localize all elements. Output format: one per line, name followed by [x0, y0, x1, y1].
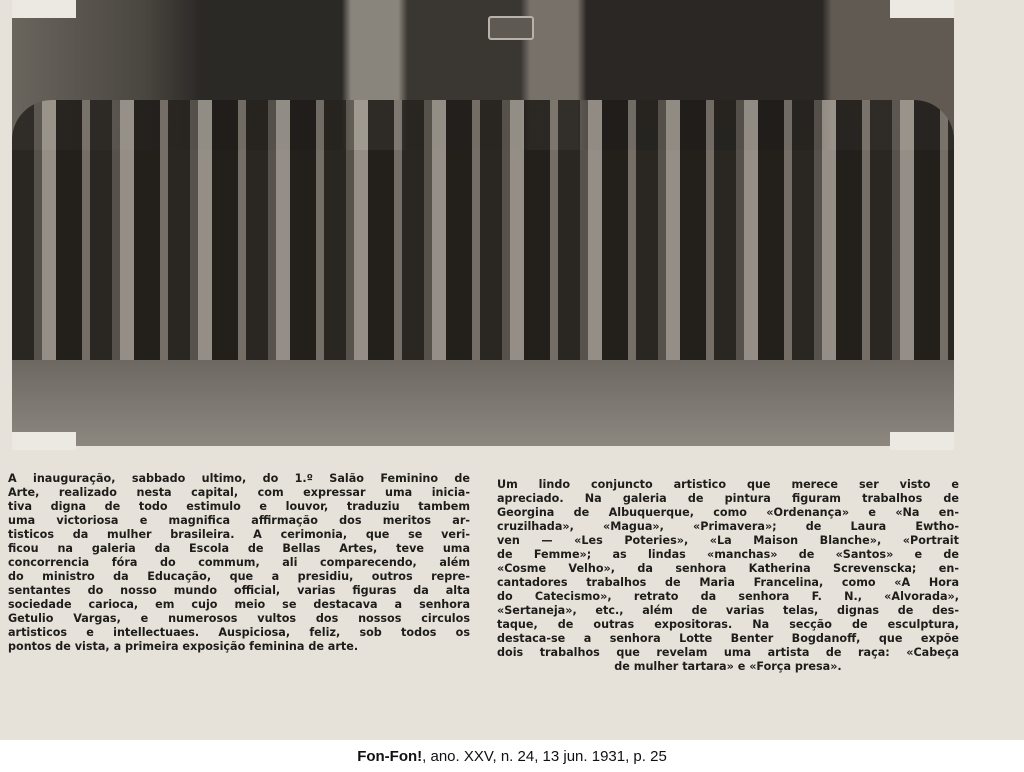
article-line: cruzilhada», «Magua», «Primavera»; de Laura Ewtho- — [497, 520, 959, 533]
article-line: tiva digna de todo estimulo e louvor, traduziu tambem — [8, 500, 470, 513]
article-line: do ministro da Educação, que a presidiu, outros repre- — [8, 570, 470, 583]
article-line: apreciado. Na galeria de pintura figuram trabalhos de — [497, 492, 959, 505]
article-line: dois trabalhos que revelam uma artista de raça: «Cabeça — [497, 646, 959, 659]
article-line: Getulio Vargas, e numerosos vultos dos nossos circulos — [8, 612, 470, 625]
photo-corner-tab — [890, 0, 954, 18]
article-line: Georgina de Albuquerque, como «Ordenança» e «Na en- — [497, 506, 959, 519]
article-line: de Femme»; as lindas «manchas» de «Santos» e de — [497, 548, 959, 561]
article-line: Um lindo conjuncto artistico que merece ser visto e — [497, 478, 959, 491]
article-line: taque, de outras expositoras. Na secção de esculptura, — [497, 618, 959, 631]
article-line: «Sertaneja», etc., além de varias telas, dignas de des- — [497, 604, 959, 617]
article-line: A inauguração, sabbado ultimo, do 1.º Salão Feminino de — [8, 472, 470, 485]
article-line: destaca-se a senhora Lotte Benter Bogdanoff, que expõe — [497, 632, 959, 645]
group-photograph — [12, 0, 954, 446]
article-line: ficou na galeria da Escola de Bellas Artes, teve uma — [8, 542, 470, 555]
article-line: sentantes do nosso mundo official, varias figuras da alta — [8, 584, 470, 597]
photo-floor — [12, 360, 954, 446]
article-line: artisticos e intellectuaes. Auspiciosa, feliz, sob todos os — [8, 626, 470, 639]
article-text-left-column — [8, 472, 470, 654]
photo-corner-tab — [12, 0, 76, 18]
article-line: de mulher tartara» e «Força presa». — [614, 660, 842, 673]
article-line: ven — «Les Poteries», «La Maison Blanche», «Portrait — [497, 534, 959, 547]
article-line: cantadores trabalhos de Maria Francelina, como «A Hora — [497, 576, 959, 589]
article-line: «Cosme Velho», da senhora Katherina Screvenscka; en- — [497, 562, 959, 575]
publication-details: , ano. XXV, n. 24, 13 jun. 1931, p. 25 — [422, 748, 667, 765]
article-line: uma victoriosa e magnifica affirmação dos meritos ar- — [8, 514, 470, 527]
wall-sign — [488, 16, 534, 40]
photo-corner-tab — [12, 432, 76, 450]
publication-name: Fon-Fon! — [357, 748, 423, 765]
photo-corner-tab — [890, 432, 954, 450]
article-line: do Catecismo», retrato da senhora F. N., «Alvorada», — [497, 590, 959, 603]
article-text-right-column — [497, 478, 959, 674]
article-line: Arte, realizado nesta capital, com expressar uma inicia- — [8, 486, 470, 499]
article-line: sociedade carioca, em cujo meio se destacava a senhora — [8, 598, 470, 611]
article-line: tisticos da mulher brasileira. A cerimonia, que se veri- — [8, 528, 470, 541]
source-citation — [0, 748, 1024, 765]
article-line: pontos de vista, a primeira exposição feminina de arte. — [8, 640, 359, 653]
article-line: concorrencia fóra do commum, ali comparecendo, além — [8, 556, 470, 569]
